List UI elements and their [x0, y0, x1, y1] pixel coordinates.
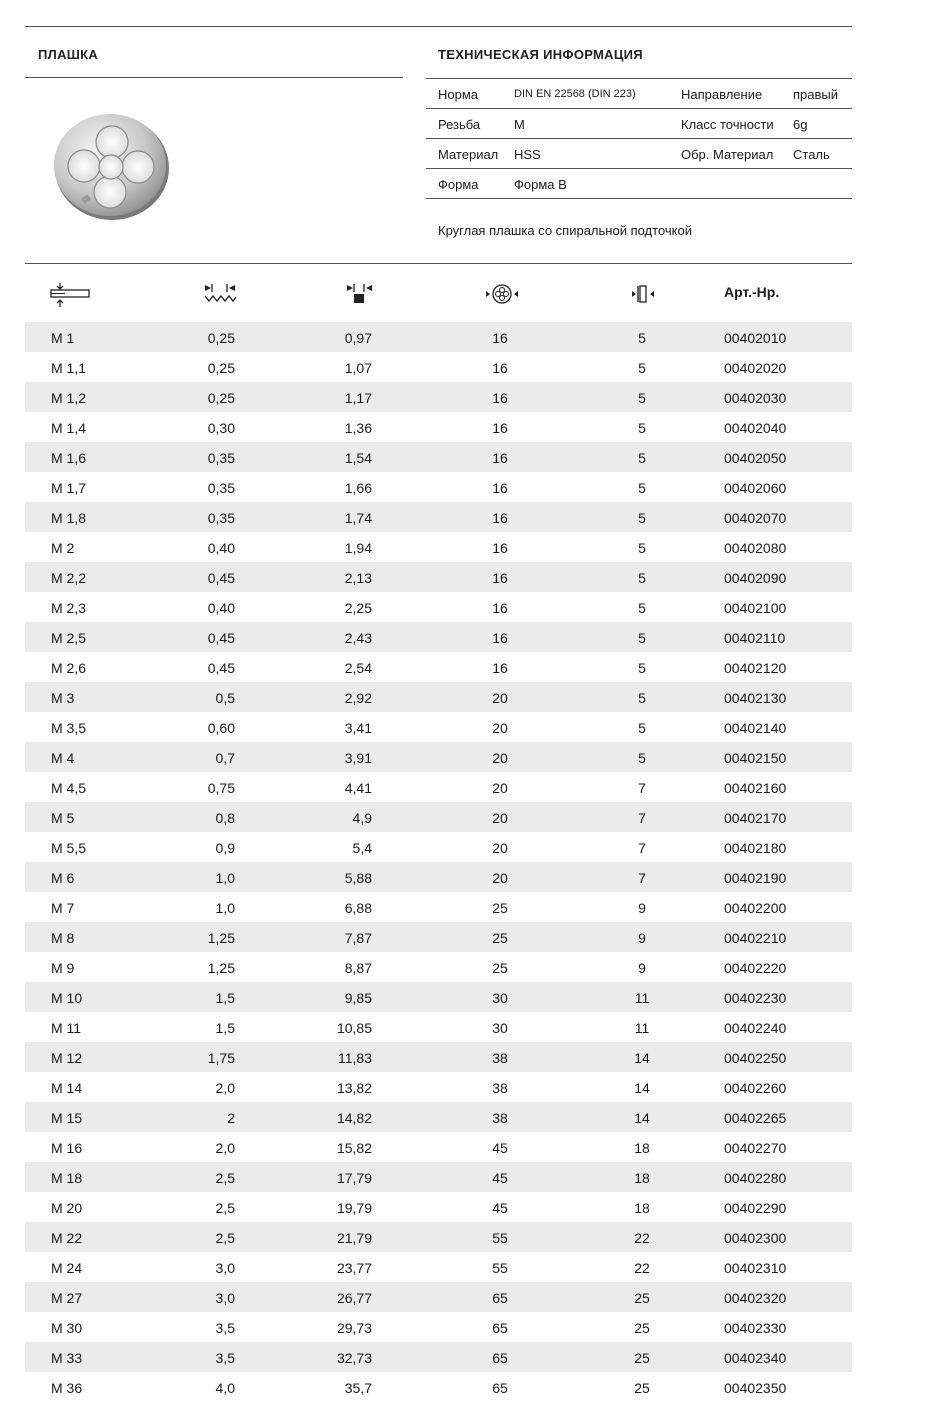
article-number-cell: 00402010: [724, 330, 787, 346]
table-row: [25, 682, 852, 712]
core-diameter-cell: 29,73: [336, 1320, 372, 1336]
tech-row: [426, 139, 852, 169]
pitch-cell: 0,45: [207, 570, 235, 586]
outer-diameter-cell: 45: [492, 1170, 508, 1186]
tech-value: 6g: [793, 117, 808, 132]
outer-diameter-cell: 16: [492, 660, 508, 676]
pitch-cell: 1,25: [207, 960, 235, 976]
tech-label: Форма: [438, 177, 479, 192]
pitch-cell: 0,40: [207, 600, 235, 616]
left-divider: [25, 77, 403, 78]
tech-label: Резьба: [438, 117, 481, 132]
table-row: [25, 1042, 852, 1072]
article-number-cell: 00402320: [724, 1290, 787, 1306]
thickness-cell: 9: [638, 960, 646, 976]
outer-diameter-cell: 20: [492, 690, 508, 706]
thread-size-cell: M 16: [51, 1140, 83, 1156]
pitch-cell: 2,5: [215, 1230, 235, 1246]
table-row: [25, 382, 852, 412]
table-row: [25, 832, 852, 862]
pitch-cell: 1,0: [215, 900, 235, 916]
thread-size-cell: M 1,4: [51, 420, 87, 436]
thickness-cell: 5: [638, 390, 646, 406]
thread-size-cell: M 9: [51, 960, 75, 976]
pitch-cell: 1,5: [215, 990, 235, 1006]
thread-size-cell: M 24: [51, 1260, 83, 1276]
core-diameter-cell: 5,88: [344, 870, 372, 886]
core-diameter-cell: 1,07: [344, 360, 372, 376]
pitch-cell: 1,25: [207, 930, 235, 946]
article-number-cell: 00402070: [724, 510, 787, 526]
thickness-cell: 18: [634, 1170, 650, 1186]
table-row: [25, 322, 852, 352]
pitch-cell: 0,35: [207, 450, 235, 466]
outer-diameter-cell: 16: [492, 390, 508, 406]
core-diameter-cell: 19,79: [336, 1200, 372, 1216]
article-number-cell: 00402280: [724, 1170, 787, 1186]
thread-size-cell: M 2,3: [51, 600, 87, 616]
thickness-cell: 9: [638, 900, 646, 916]
core-diameter-cell: 15,82: [336, 1140, 372, 1156]
product-table-body: [25, 322, 852, 1402]
table-row: [25, 892, 852, 922]
pitch-cell: 0,45: [207, 630, 235, 646]
thread-size-cell: M 3,5: [51, 720, 87, 736]
outer-diameter-cell: 45: [492, 1140, 508, 1156]
table-row: [25, 442, 852, 472]
article-number-cell: 00402080: [724, 540, 787, 556]
pitch-cell: 0,25: [207, 390, 235, 406]
thickness-cell: 22: [634, 1260, 650, 1276]
outer-diameter-cell: 20: [492, 780, 508, 796]
article-number-cell: 00402240: [724, 1020, 787, 1036]
thickness-cell: 14: [634, 1080, 650, 1096]
table-row: [25, 472, 852, 502]
tech-label: Норма: [438, 87, 479, 102]
table-row: [25, 1072, 852, 1102]
pitch-cell: 4,0: [215, 1380, 235, 1396]
core-diameter-cell: 2,92: [344, 690, 372, 706]
article-number-cell: 00402120: [724, 660, 787, 676]
thread-size-cell: M 36: [51, 1380, 83, 1396]
article-number-cell: 00402300: [724, 1230, 787, 1246]
thickness-cell: 5: [638, 750, 646, 766]
pitch-cell: 0,35: [207, 510, 235, 526]
article-number-cell: 00402170: [724, 810, 787, 826]
article-number-cell: 00402090: [724, 570, 787, 586]
pitch-cell: 0,9: [215, 840, 235, 856]
article-number-cell: 00402140: [724, 720, 787, 736]
article-number-header: Арт.-Нр.: [724, 284, 780, 300]
thread-size-cell: M 12: [51, 1050, 83, 1066]
article-number-cell: 00402150: [724, 750, 787, 766]
outer-diameter-cell: 16: [492, 450, 508, 466]
thread-size-cell: M 14: [51, 1080, 83, 1096]
article-number-cell: 00402310: [724, 1260, 787, 1276]
thread-size-cell: M 5: [51, 810, 75, 826]
tech-row: [426, 169, 852, 199]
table-row: [25, 622, 852, 652]
core-diameter-cell: 3,91: [344, 750, 372, 766]
pitch-cell: 0,60: [207, 720, 235, 736]
thread-size-cell: M 5,5: [51, 840, 87, 856]
thread-size-cell: M 2,5: [51, 630, 87, 646]
core-diameter-cell: 4,41: [344, 780, 372, 796]
outer-diameter-cell: 30: [492, 1020, 508, 1036]
outer-diameter-icon: [485, 284, 519, 304]
thickness-cell: 5: [638, 720, 646, 736]
thread-size-cell: M 15: [51, 1110, 83, 1126]
thickness-cell: 9: [638, 930, 646, 946]
core-diameter-cell: 9,85: [344, 990, 372, 1006]
thickness-cell: 18: [634, 1200, 650, 1216]
pitch-cell: 0,30: [207, 420, 235, 436]
table-row: [25, 1012, 852, 1042]
article-number-cell: 00402220: [724, 960, 787, 976]
article-number-cell: 00402180: [724, 840, 787, 856]
table-row: [25, 1372, 852, 1402]
thickness-cell: 5: [638, 570, 646, 586]
table-row: [25, 1222, 852, 1252]
article-number-cell: 00402020: [724, 360, 787, 376]
table-row: [25, 1102, 852, 1132]
outer-diameter-cell: 16: [492, 540, 508, 556]
thickness-cell: 7: [638, 840, 646, 856]
tech-label: Класс точности: [681, 117, 774, 132]
thickness-cell: 25: [634, 1350, 650, 1366]
thread-size-cell: M 7: [51, 900, 75, 916]
article-number-cell: 00402110: [724, 630, 786, 646]
tech-label: Направление: [681, 87, 763, 102]
tech-value: Сталь: [793, 147, 830, 162]
thread-size-cell: M 1,8: [51, 510, 87, 526]
pitch-cell: 1,75: [207, 1050, 235, 1066]
table-row: [25, 532, 852, 562]
article-number-cell: 00402230: [724, 990, 787, 1006]
tech-value: M: [514, 117, 525, 132]
thread-size-cell: M 3: [51, 690, 75, 706]
outer-diameter-cell: 65: [492, 1320, 508, 1336]
core-diameter-cell: 2,43: [344, 630, 372, 646]
thickness-cell: 11: [634, 990, 650, 1006]
core-diameter-cell: 14,82: [336, 1110, 372, 1126]
thickness-cell: 11: [634, 1020, 650, 1036]
pitch-cell: 0,7: [215, 750, 235, 766]
thickness-cell: 7: [638, 870, 646, 886]
thickness-cell: 5: [638, 630, 646, 646]
pitch-cell: 0,5: [215, 690, 235, 706]
core-diameter-cell: 0,97: [344, 330, 372, 346]
core-diameter-cell: 1,74: [344, 510, 372, 526]
outer-diameter-cell: 38: [492, 1050, 508, 1066]
outer-diameter-cell: 25: [492, 960, 508, 976]
table-row: [25, 1162, 852, 1192]
outer-diameter-cell: 20: [492, 810, 508, 826]
thread-size-cell: M 20: [51, 1200, 83, 1216]
article-number-cell: 00402340: [724, 1350, 787, 1366]
outer-diameter-cell: 55: [492, 1260, 508, 1276]
core-diameter-cell: 8,87: [344, 960, 372, 976]
core-diameter-cell: 1,94: [344, 540, 372, 556]
thickness-cell: 25: [634, 1290, 650, 1306]
outer-diameter-cell: 65: [492, 1290, 508, 1306]
thickness-cell: 5: [638, 660, 646, 676]
article-number-cell: 00402290: [724, 1200, 787, 1216]
article-number-cell: 00402160: [724, 780, 787, 796]
article-number-cell: 00402190: [724, 870, 787, 886]
table-row: [25, 652, 852, 682]
thread-size-cell: M 8: [51, 930, 75, 946]
thread-size-cell: M 6: [51, 870, 75, 886]
thread-size-cell: M 1,2: [51, 390, 87, 406]
core-diameter-cell: 13,82: [336, 1080, 372, 1096]
table-row: [25, 412, 852, 442]
article-number-cell: 00402100: [724, 600, 787, 616]
core-diameter-cell: 2,25: [344, 600, 372, 616]
pitch-cell: 0,8: [215, 810, 235, 826]
pitch-cell: 3,5: [215, 1350, 235, 1366]
core-diameter-cell: 7,87: [344, 930, 372, 946]
thread-size-cell: M 1,1: [51, 360, 87, 376]
article-number-cell: 00402050: [724, 450, 787, 466]
outer-diameter-cell: 65: [492, 1380, 508, 1396]
core-diameter-cell: 10,85: [336, 1020, 372, 1036]
pitch-cell: 0,40: [207, 540, 235, 556]
core-diameter-cell: 3,41: [344, 720, 372, 736]
tech-value: правый: [793, 87, 839, 102]
thickness-cell: 14: [634, 1110, 650, 1126]
thickness-cell: 5: [638, 420, 646, 436]
thread-size-cell: M 1,6: [51, 450, 87, 466]
outer-diameter-cell: 25: [492, 900, 508, 916]
core-diameter-cell: 26,77: [336, 1290, 372, 1306]
pitch-cell: 2: [227, 1110, 235, 1126]
article-number-cell: 00402265: [724, 1110, 787, 1126]
outer-diameter-cell: 20: [492, 840, 508, 856]
article-number-cell: 00402260: [724, 1080, 787, 1096]
core-diameter-cell: 1,17: [344, 390, 372, 406]
core-diameter-cell: 17,79: [336, 1170, 372, 1186]
pitch-cell: 0,45: [207, 660, 235, 676]
table-row: [25, 982, 852, 1012]
thickness-cell: 5: [638, 330, 646, 346]
article-number-cell: 00402210: [724, 930, 787, 946]
article-number-cell: 00402330: [724, 1320, 787, 1336]
top-divider: [25, 26, 852, 27]
tech-row: [426, 79, 852, 109]
core-diameter-cell: 23,77: [336, 1260, 372, 1276]
outer-diameter-cell: 20: [492, 870, 508, 886]
outer-diameter-cell: 16: [492, 600, 508, 616]
outer-diameter-cell: 30: [492, 990, 508, 1006]
thickness-cell: 5: [638, 600, 646, 616]
tech-value: HSS: [514, 147, 541, 162]
article-number-cell: 00402200: [724, 900, 787, 916]
table-row: [25, 952, 852, 982]
thread-size-cell: M 1,7: [51, 480, 87, 496]
table-row: [25, 502, 852, 532]
article-number-cell: 00402040: [724, 420, 787, 436]
thickness-icon: [631, 284, 655, 304]
table-row: [25, 1192, 852, 1222]
article-number-cell: 00402270: [724, 1140, 787, 1156]
outer-diameter-cell: 25: [492, 930, 508, 946]
article-number-cell: 00402250: [724, 1050, 787, 1066]
outer-diameter-cell: 16: [492, 480, 508, 496]
table-row: [25, 802, 852, 832]
table-row: [25, 592, 852, 622]
pitch-cell: 1,0: [215, 870, 235, 886]
table-row: [25, 1342, 852, 1372]
core-diameter-cell: 2,13: [344, 570, 372, 586]
thickness-cell: 25: [634, 1320, 650, 1336]
core-diameter-cell: 2,54: [344, 660, 372, 676]
core-diameter-icon: [345, 282, 375, 304]
table-row: [25, 352, 852, 382]
thread-size-cell: M 2,2: [51, 570, 87, 586]
core-diameter-cell: 5,4: [352, 840, 372, 856]
thread-size-icon: [48, 282, 92, 308]
thread-size-cell: M 30: [51, 1320, 83, 1336]
thickness-cell: 25: [634, 1380, 650, 1396]
thread-size-cell: M 1: [51, 330, 75, 346]
thread-size-cell: M 4,5: [51, 780, 87, 796]
table-row: [25, 1282, 852, 1312]
tech-row: [426, 109, 852, 139]
outer-diameter-cell: 55: [492, 1230, 508, 1246]
core-diameter-cell: 21,79: [336, 1230, 372, 1246]
table-divider: [25, 263, 852, 264]
table-row: [25, 772, 852, 802]
outer-diameter-cell: 20: [492, 720, 508, 736]
article-number-cell: 00402350: [724, 1380, 787, 1396]
thread-size-cell: M 33: [51, 1350, 83, 1366]
core-diameter-cell: 1,54: [344, 450, 372, 466]
table-row: [25, 1312, 852, 1342]
article-number-cell: 00402060: [724, 480, 787, 496]
pitch-cell: 3,0: [215, 1260, 235, 1276]
table-row: [25, 712, 852, 742]
pitch-cell: 0,25: [207, 330, 235, 346]
article-number-cell: 00402030: [724, 390, 787, 406]
thread-size-cell: M 2,6: [51, 660, 87, 676]
pitch-cell: 3,5: [215, 1320, 235, 1336]
outer-diameter-cell: 20: [492, 750, 508, 766]
article-number-cell: 00402130: [724, 690, 787, 706]
thread-size-cell: M 27: [51, 1290, 83, 1306]
thickness-cell: 5: [638, 540, 646, 556]
thickness-cell: 5: [638, 510, 646, 526]
table-row: [25, 1252, 852, 1282]
tech-info-title: ТЕХНИЧЕСКАЯ ИНФОРМАЦИЯ: [438, 47, 643, 62]
thread-size-cell: M 18: [51, 1170, 83, 1186]
pitch-cell: 0,25: [207, 360, 235, 376]
table-row: [25, 1132, 852, 1162]
outer-diameter-cell: 65: [492, 1350, 508, 1366]
thickness-cell: 5: [638, 450, 646, 466]
thread-size-cell: M 2: [51, 540, 75, 556]
outer-diameter-cell: 16: [492, 420, 508, 436]
thickness-cell: 22: [634, 1230, 650, 1246]
thickness-cell: 7: [638, 780, 646, 796]
tech-value: Форма B: [514, 177, 567, 192]
outer-diameter-cell: 38: [492, 1110, 508, 1126]
thread-size-cell: M 4: [51, 750, 75, 766]
thickness-cell: 5: [638, 690, 646, 706]
core-diameter-cell: 1,66: [344, 480, 372, 496]
product-description: Круглая плашка со спиральной подточкой: [438, 223, 692, 238]
pitch-cell: 0,35: [207, 480, 235, 496]
product-title: ПЛАШКА: [38, 47, 99, 62]
core-diameter-cell: 4,9: [352, 810, 372, 826]
pitch-cell: 2,0: [215, 1140, 235, 1156]
pitch-cell: 2,5: [215, 1200, 235, 1216]
round-die-image: [52, 112, 172, 222]
outer-diameter-cell: 45: [492, 1200, 508, 1216]
pitch-cell: 2,5: [215, 1170, 235, 1186]
pitch-cell: 1,5: [215, 1020, 235, 1036]
pitch-cell: 0,75: [207, 780, 235, 796]
thickness-cell: 14: [634, 1050, 650, 1066]
outer-diameter-cell: 38: [492, 1080, 508, 1096]
outer-diameter-cell: 16: [492, 360, 508, 376]
outer-diameter-cell: 16: [492, 630, 508, 646]
core-diameter-cell: 32,73: [336, 1350, 372, 1366]
pitch-cell: 2,0: [215, 1080, 235, 1096]
thickness-cell: 18: [634, 1140, 650, 1156]
tech-label: Материал: [438, 147, 499, 162]
table-row: [25, 562, 852, 592]
thread-size-cell: M 11: [51, 1020, 82, 1036]
thickness-cell: 7: [638, 810, 646, 826]
tech-info-table: [426, 78, 852, 199]
thickness-cell: 5: [638, 480, 646, 496]
core-diameter-cell: 35,7: [344, 1380, 372, 1396]
table-row: [25, 922, 852, 952]
core-diameter-cell: 1,36: [344, 420, 372, 436]
core-diameter-cell: 11,83: [338, 1050, 372, 1066]
outer-diameter-cell: 16: [492, 570, 508, 586]
thread-size-cell: M 10: [51, 990, 83, 1006]
outer-diameter-cell: 16: [492, 510, 508, 526]
table-row: [25, 742, 852, 772]
outer-diameter-cell: 16: [492, 330, 508, 346]
core-diameter-cell: 6,88: [344, 900, 372, 916]
table-row: [25, 862, 852, 892]
tech-label: Обр. Материал: [681, 147, 774, 162]
pitch-cell: 3,0: [215, 1290, 235, 1306]
pitch-icon: [203, 282, 237, 304]
thickness-cell: 5: [638, 360, 646, 376]
thread-size-cell: M 22: [51, 1230, 83, 1246]
tech-value: DIN EN 22568 (DIN 223): [514, 88, 636, 100]
